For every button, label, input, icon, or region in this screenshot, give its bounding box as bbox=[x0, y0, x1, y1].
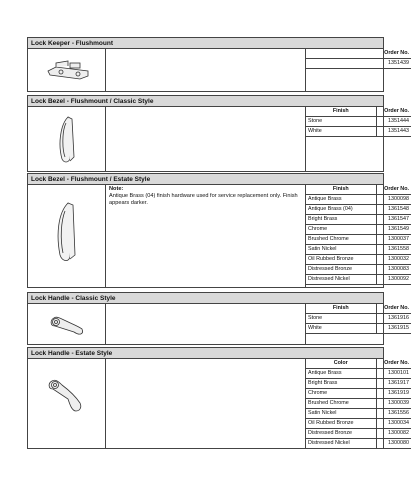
section-lock-bezel-classic bbox=[27, 95, 409, 172]
note-cell bbox=[106, 107, 306, 172]
order-cell: 1300082 bbox=[376, 429, 411, 439]
table-row bbox=[306, 429, 411, 439]
table-row bbox=[306, 419, 411, 429]
note-cell bbox=[106, 304, 306, 345]
table-header-row bbox=[306, 359, 411, 369]
order-header: Order No. bbox=[376, 359, 411, 369]
finish-header: Finish bbox=[306, 107, 376, 117]
color-cell: Chrome bbox=[306, 389, 376, 399]
lock-handle-estate-image bbox=[28, 359, 106, 449]
order-cell: 1361549 bbox=[376, 225, 411, 235]
order-header: Order No. bbox=[376, 185, 411, 195]
lock-bezel-icon bbox=[28, 185, 106, 288]
color-cell: Bright Brass bbox=[306, 379, 376, 389]
finish-cell: Stone bbox=[306, 117, 376, 127]
order-table bbox=[306, 304, 411, 334]
order-cell: 1361917 bbox=[376, 379, 411, 389]
lock-bezel-icon bbox=[28, 107, 106, 172]
table-row bbox=[306, 265, 411, 275]
order-cell: 1300039 bbox=[376, 399, 411, 409]
section-title: Lock Handle - Estate Style bbox=[28, 348, 383, 359]
finish-header bbox=[306, 49, 376, 59]
finish-header: Finish bbox=[306, 185, 376, 195]
order-table bbox=[306, 107, 411, 137]
lock-bezel-classic-image bbox=[28, 107, 106, 172]
table-row bbox=[306, 59, 411, 69]
section-lock-handle-estate bbox=[27, 347, 409, 449]
finish-cell bbox=[306, 59, 376, 69]
order-table bbox=[306, 49, 411, 69]
finish-cell: White bbox=[306, 324, 376, 334]
order-cell: 1361915 bbox=[376, 324, 411, 334]
color-cell: Satin Nickel bbox=[306, 409, 376, 419]
lock-handle-classic-image bbox=[28, 304, 106, 345]
section-title: Lock Keeper - Flushmount bbox=[28, 38, 383, 49]
color-cell: Distressed Nickel bbox=[306, 439, 376, 449]
finish-cell: Distressed Nickel bbox=[306, 275, 376, 285]
finish-cell: Oil Rubbed Bronze bbox=[306, 255, 376, 265]
table-row bbox=[306, 117, 411, 127]
table-row bbox=[306, 195, 411, 205]
order-cell: 1300083 bbox=[376, 265, 411, 275]
table-header-row bbox=[306, 185, 411, 195]
table-header-row bbox=[306, 107, 411, 117]
order-table bbox=[306, 185, 411, 285]
order-header: Order No. bbox=[376, 107, 411, 117]
finish-cell: Satin Nickel bbox=[306, 245, 376, 255]
table-row bbox=[306, 205, 411, 215]
note-cell bbox=[106, 49, 306, 92]
table-row bbox=[306, 245, 411, 255]
note-cell bbox=[106, 185, 306, 288]
order-cell: 1300032 bbox=[376, 255, 411, 265]
note-cell bbox=[106, 359, 306, 449]
table-header-row bbox=[306, 49, 411, 59]
finish-cell: Brushed Chrome bbox=[306, 235, 376, 245]
table-row bbox=[306, 324, 411, 334]
section-lock-handle-classic bbox=[27, 292, 409, 345]
table-row bbox=[306, 389, 411, 399]
note-text: Antique Brass (04) finish hardware used for service replacement only. Finish appears darker. bbox=[109, 193, 298, 206]
lock-keeper-icon bbox=[28, 49, 106, 92]
table-row bbox=[306, 314, 411, 324]
lock-bezel-estate-image bbox=[28, 185, 106, 288]
color-cell: Oil Rubbed Bronze bbox=[306, 419, 376, 429]
lock-handle-icon bbox=[28, 304, 106, 345]
order-cell: 1300098 bbox=[376, 195, 411, 205]
table-row bbox=[306, 255, 411, 265]
order-cell: 1351439 bbox=[376, 59, 411, 69]
order-header: Order No. bbox=[376, 304, 411, 314]
table-row bbox=[306, 409, 411, 419]
table-row bbox=[306, 225, 411, 235]
finish-cell: Antique Brass bbox=[306, 195, 376, 205]
table-row bbox=[306, 275, 411, 285]
finish-cell: Chrome bbox=[306, 225, 376, 235]
table-row bbox=[306, 369, 411, 379]
note-title: Note: bbox=[109, 186, 124, 192]
section-lock-bezel-estate bbox=[27, 173, 409, 288]
order-cell: 1300037 bbox=[376, 235, 411, 245]
color-cell: Antique Brass bbox=[306, 369, 376, 379]
finish-header: Finish bbox=[306, 304, 376, 314]
table-row bbox=[306, 439, 411, 449]
lock-keeper-image bbox=[28, 49, 106, 92]
section-lock-keeper bbox=[27, 37, 409, 92]
order-cell: 1300101 bbox=[376, 369, 411, 379]
table-row bbox=[306, 235, 411, 245]
finish-cell: Distressed Bronze bbox=[306, 265, 376, 275]
order-cell: 1300034 bbox=[376, 419, 411, 429]
order-cell: 1361558 bbox=[376, 245, 411, 255]
order-cell: 1300080 bbox=[376, 439, 411, 449]
order-header: Order No. bbox=[376, 49, 411, 59]
section-title: Lock Bezel - Flushmount / Estate Style bbox=[28, 174, 383, 185]
order-cell: 1300092 bbox=[376, 275, 411, 285]
table-row bbox=[306, 127, 411, 137]
finish-cell: Antique Brass (04) bbox=[306, 205, 376, 215]
section-title: Lock Bezel - Flushmount / Classic Style bbox=[28, 96, 383, 107]
lock-handle-icon bbox=[28, 359, 106, 449]
table-row bbox=[306, 399, 411, 409]
table-row bbox=[306, 215, 411, 225]
order-cell: 1361919 bbox=[376, 389, 411, 399]
color-cell: Brushed Chrome bbox=[306, 399, 376, 409]
order-cell: 1361548 bbox=[376, 205, 411, 215]
section-title: Lock Handle - Classic Style bbox=[28, 293, 383, 304]
table-header-row bbox=[306, 304, 411, 314]
finish-cell: White bbox=[306, 127, 376, 137]
finish-cell: Bright Brass bbox=[306, 215, 376, 225]
order-cell: 1351444 bbox=[376, 117, 411, 127]
finish-cell: Stone bbox=[306, 314, 376, 324]
order-cell: 1361547 bbox=[376, 215, 411, 225]
order-cell: 1361556 bbox=[376, 409, 411, 419]
color-cell: Distressed Bronze bbox=[306, 429, 376, 439]
table-row bbox=[306, 379, 411, 389]
order-cell: 1361916 bbox=[376, 314, 411, 324]
order-cell: 1351443 bbox=[376, 127, 411, 137]
color-header: Color bbox=[306, 359, 376, 369]
order-table bbox=[306, 359, 411, 449]
